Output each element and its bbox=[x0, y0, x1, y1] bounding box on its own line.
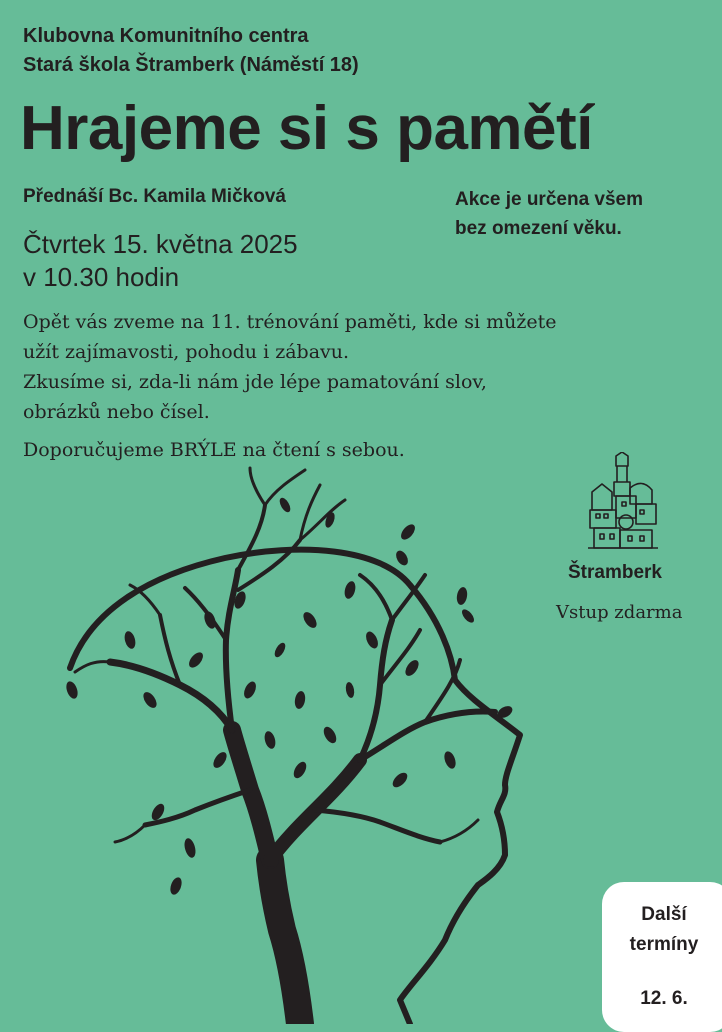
logo-text: Štramberk bbox=[568, 562, 662, 583]
next-label-line2: termíny bbox=[629, 934, 699, 955]
description-line2: užít zajímavosti, pohodu i zábavu. bbox=[23, 341, 350, 363]
lecturer: Přednáší Bc. Kamila Mičková bbox=[23, 186, 286, 207]
event-time: v 10.30 hodin bbox=[23, 262, 180, 292]
audience-line1: Akce je určena všem bbox=[455, 189, 644, 210]
event-title: Hrajeme si s pamětí bbox=[20, 94, 593, 163]
entry-note: Vstup zdarma bbox=[556, 602, 683, 623]
next-dates-label bbox=[612, 900, 716, 960]
description-line1: Opět vás zveme na 11. trénování paměti, kde si můžete bbox=[23, 311, 557, 333]
audience-note bbox=[455, 185, 643, 243]
event-description bbox=[23, 307, 556, 465]
event-datetime bbox=[23, 228, 298, 294]
audience-line2: bez omezení věku. bbox=[455, 218, 622, 239]
venue bbox=[23, 22, 359, 80]
next-date: 12. 6. bbox=[640, 988, 688, 1009]
venue-line2: Stará škola Štramberk (Náměstí 18) bbox=[23, 54, 359, 76]
event-date: Čtvrtek 15. května 2025 bbox=[23, 229, 298, 259]
next-label-line1: Další bbox=[641, 904, 687, 925]
description-line5: Doporučujeme BRÝLE na čtení s sebou. bbox=[23, 439, 405, 461]
description-line3: Zkusíme si, zda-li nám jde lépe pamatování slov, bbox=[23, 371, 487, 393]
venue-line1: Klubovna Komunitního centra bbox=[23, 25, 309, 47]
description-line4: obrázků nebo čísel. bbox=[23, 401, 210, 423]
